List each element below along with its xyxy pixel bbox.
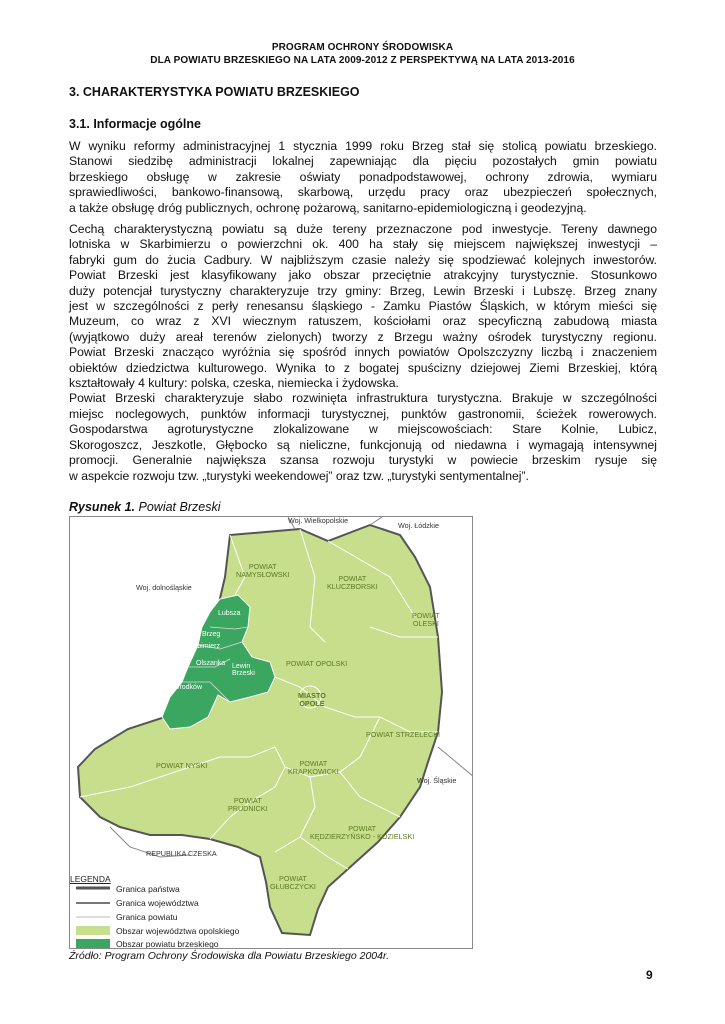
label-line: POWIAT xyxy=(248,562,277,571)
label-line: KRAPKOWICKI xyxy=(288,767,339,776)
text-line: promocji. Generalnie największa szansa rozwoju turystyki w powiecie brzeskim rysuje się xyxy=(69,453,657,468)
paragraph-1 xyxy=(69,139,657,216)
label-powiat-kluczborski xyxy=(327,575,378,591)
label-powiat-krapkowicki xyxy=(288,760,339,776)
label-gmina-grodkow: Grodków xyxy=(174,684,203,691)
label-line: Brzeski xyxy=(232,670,255,677)
label-powiat-strzelecki: POWIAT STRZELECKI xyxy=(366,730,441,739)
legend-item: Obszar województwa opolskiego xyxy=(116,926,240,936)
legend-item: Obszar powiatu brzeskiego xyxy=(116,939,219,949)
section-title: 3. CHARAKTERYSTYKA POWIATU BRZESKIEGO xyxy=(69,85,360,99)
text-line: Gospodarstwa agroturystyczne zlokalizowane w miejscowościach: Stare Kolnie, Lubicz, xyxy=(69,422,657,437)
text-line: Cechą charakterystyczną powiatu są duże tereny przeznaczone pod inwestycje. Tereny dawnego xyxy=(69,222,657,236)
text-line: Powiat Brzeski znacząco wyróżnia się spośród innych powiatów Opolszczyzny liczbą i znaczeniem xyxy=(69,345,657,360)
label-miasto-opole xyxy=(298,692,326,708)
text-line: Powiat Brzeski jest klasyfikowany jako obszar przeciętnie atrakcyjny turystycznie. Stosunkowo xyxy=(69,268,657,283)
text-line: w aspekcie rozwoju tzw. „turystyki weekendowej” oraz tzw. „turystyki sentymentalnej”. xyxy=(69,468,529,483)
label-woj-dolnoslaskie: Woj. dolnośląskie xyxy=(136,583,192,592)
header-line-1: PROGRAM OCHRONY ŚRODOWISKA xyxy=(271,42,454,53)
figure-label: Rysunek 1. xyxy=(69,500,136,514)
legend-item: Granica państwa xyxy=(116,884,180,894)
label-powiat-prudnicki xyxy=(228,797,268,813)
label-line: KĘDZIERZYŃSKO - KOZIELSKI xyxy=(310,832,415,841)
text-line: Stanowi siedzibę administracji lokalnej zapewniając dla pięciu pozostałych gmin powiatu xyxy=(69,154,657,169)
text-line: miejsc noclegowych, punktów informacji turystycznej, punktów gastronomii, ścieżek rowerowych. xyxy=(69,406,657,421)
label-powiat-opolski: POWIAT OPOLSKI xyxy=(286,659,348,668)
legend-item: Granica powiatu xyxy=(116,912,178,922)
page-number: 9 xyxy=(646,968,653,982)
label-powiat-namyslowski xyxy=(236,563,290,579)
text-line: duży potencjał turystyczny charakteryzuje trzy gminy: Brzeg, Lewin Brzeski i Lubszę. Brzeg znany xyxy=(69,283,657,298)
legend-item: Granica województwa xyxy=(116,898,199,908)
label-line: POWIAT xyxy=(279,874,307,883)
label-line: KLUCZBORSKI xyxy=(327,582,378,591)
label-gmina-olszanka: Olszanka xyxy=(196,660,226,667)
label-woj-lodzkie: Woj. Łódzkie xyxy=(398,521,440,530)
text-line: kształtowały 4 kultury: polska, czeska, niemiecka i żydowska. xyxy=(69,376,399,391)
label-powiat-glubczycki xyxy=(270,875,316,891)
text-line: fabryki gum do żucia Cadbury. W najbliższym czasie należy się spodziewać kolejnych inwestorów. xyxy=(69,252,657,267)
header-line-2: DLA POWIATU BRZESKIEGO NA LATA 2009-2012 Z PERSPEKTYWĄ NA LATA 2013-2016 xyxy=(150,55,575,66)
text-line: W wyniku reformy administracyjnej 1 stycznia 1999 roku Brzeg stał się stolicą powiatu brzeskiego. xyxy=(69,139,657,153)
label-gmina-skarbimierz: Skarbimierz xyxy=(183,643,220,650)
figure-title: Powiat Brzeski xyxy=(138,500,221,514)
label-gmina-brzeg: Brzeg xyxy=(202,631,221,638)
label-gmina-lubsza: Lubsza xyxy=(218,610,241,617)
map-figure xyxy=(69,516,473,949)
text-line: brzeskiego obsługę w zakresie oświaty ponadpodstawowej, ochrony zdrowia, wymiaru xyxy=(69,169,657,184)
label-line: GŁUBCZYCKI xyxy=(270,882,316,891)
text-line: lotniska w Skarbimierzu o powierzchni ok. 400 ha stały się miejscem największej inwestycji – xyxy=(69,237,657,252)
label-line: Lewin xyxy=(232,663,251,670)
text-line: Muzeum, co wraz z XVI wiecznym ratuszem, kościołami oraz specyficzną zabudową miasta xyxy=(69,314,657,329)
text-line: sprawiedliwości, bankowo-finansową, skarbową, urzędu pracy oraz ubezpieczeń społecznych, xyxy=(69,185,657,200)
label-line: POWIAT xyxy=(299,759,328,768)
text-line: Powiat Brzeski charakteryzuje słabo rozwinięta infrastruktura turystyczna. Brakuje w szczególności xyxy=(69,391,657,406)
label-woj-slaskie: Woj. Śląskie xyxy=(417,776,457,785)
label-republika-czeska: REPUBLIKA CZESKA xyxy=(146,849,217,858)
label-line: POWIAT xyxy=(412,611,440,620)
paragraph-2 xyxy=(69,222,657,484)
label-powiat-oleski xyxy=(412,612,440,628)
legend-title: LEGENDA xyxy=(70,874,111,884)
figure-source: Źródło: Program Ochrony Środowiska dla Powiatu Brzeskiego 2004r. xyxy=(69,950,390,962)
label-line: MIASTO xyxy=(298,691,326,700)
figure-caption xyxy=(69,500,220,514)
text-line: obiektów dziedzictwa kulturowego. Wynika to z bogatej spuścizny dziejowej Ziemi Brzeskiej, którą xyxy=(69,360,657,375)
label-line: POWIAT xyxy=(338,574,367,583)
label-line: NAMYSŁOWSKI xyxy=(236,570,290,579)
label-line: PRUDNICKI xyxy=(228,804,268,813)
text-line: a także obsługę dróg publicznych, ochronę pożarową, sanitarno-epidemiologiczną i geodezyjną. xyxy=(69,200,587,215)
label-line: POWIAT xyxy=(348,824,377,833)
label-line: POWIAT xyxy=(233,796,262,805)
text-line: (wyjątkowo duży areał terenów zielonych) tworzy z Brzegu ważny ośrodek turystyczny regionu. xyxy=(69,329,657,344)
label-woj-wielkopolskie: Woj. Wielkopolskie xyxy=(288,516,349,525)
text-line: Skorogoszcz, Jeszkotle, Głębocko są nieliczne, funkcjonują od niedawna i wymagają intensywnej xyxy=(69,437,657,452)
text-line: jest w szczególności z perły renesansu śląskiego - Zamku Piastów Śląskich, w którym mieści się xyxy=(69,299,657,314)
label-powiat-kedzierzynsko-kozielski xyxy=(310,825,414,841)
label-gmina-lewin-brzeski xyxy=(232,663,255,677)
label-line: OPOLE xyxy=(299,699,325,708)
label-line: OLESKI xyxy=(412,619,439,628)
subsection-title: 3.1. Informacje ogólne xyxy=(69,117,201,131)
label-powiat-nyski: POWIAT NYSKI xyxy=(156,761,208,770)
